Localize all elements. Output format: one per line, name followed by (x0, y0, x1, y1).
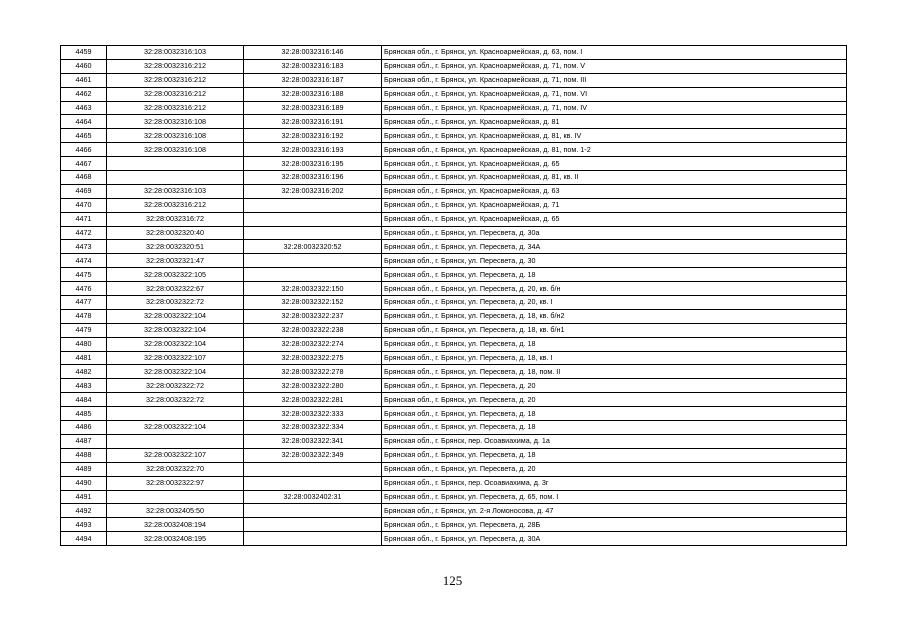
row-number-cell: 4462 (61, 87, 107, 101)
object-cadastral-number-cell: 32:28:0032316:183 (244, 59, 382, 73)
table-row (61, 129, 847, 143)
address-cell: Брянская обл., г. Брянск, ул. Красноармейская, д. 81, кв. IV (382, 129, 847, 143)
address-cell: Брянская обл., г. Брянск, ул. Пересвета, д. 18, кв. б/н2 (382, 309, 847, 323)
row-number-cell: 4464 (61, 115, 107, 129)
object-cadastral-number-cell: 32:28:0032316:188 (244, 87, 382, 101)
object-cadastral-number-cell: 32:28:0032402:31 (244, 490, 382, 504)
cadastral-number-cell (107, 434, 244, 448)
address-cell: Брянская обл., г. Брянск, ул. Пересвета, д. 20 (382, 379, 847, 393)
address-cell: Брянская обл., г. Брянск, ул. Пересвета, д. 20, кв. I (382, 296, 847, 310)
cadastral-number-cell: 32:28:0032316:108 (107, 143, 244, 157)
row-number-cell: 4485 (61, 407, 107, 421)
cadastral-number-cell: 32:28:0032316:103 (107, 184, 244, 198)
cadastral-number-cell: 32:28:0032316:72 (107, 212, 244, 226)
table-row (61, 462, 847, 476)
object-cadastral-number-cell: 32:28:0032322:150 (244, 282, 382, 296)
cadastral-number-cell (107, 490, 244, 504)
cadastral-number-cell: 32:28:0032405:50 (107, 504, 244, 518)
object-cadastral-number-cell: 32:28:0032316:187 (244, 73, 382, 87)
address-cell: Брянская обл., г. Брянск, ул. Пересвета, д. 20 (382, 393, 847, 407)
row-number-cell: 4469 (61, 184, 107, 198)
object-cadastral-number-cell: 32:28:0032322:333 (244, 407, 382, 421)
address-cell: Брянская обл., г. Брянск, ул. Красноармейская, д. 71, пом. IV (382, 101, 847, 115)
row-number-cell: 4471 (61, 212, 107, 226)
cadastral-number-cell: 32:28:0032321:47 (107, 254, 244, 268)
row-number-cell: 4476 (61, 282, 107, 296)
cadastral-number-cell: 32:28:0032322:107 (107, 351, 244, 365)
table-row (61, 87, 847, 101)
table-body (61, 46, 847, 546)
table-row (61, 448, 847, 462)
address-cell: Брянская обл., г. Брянск, ул. Красноармейская, д. 81, кв. II (382, 171, 847, 185)
object-cadastral-number-cell: 32:28:0032322:280 (244, 379, 382, 393)
object-cadastral-number-cell (244, 226, 382, 240)
row-number-cell: 4494 (61, 532, 107, 546)
table-row (61, 337, 847, 351)
page-number: 125 (442, 573, 463, 588)
address-cell: Брянская обл., г. Брянск, ул. Пересвета, д. 18 (382, 268, 847, 282)
row-number-cell: 4488 (61, 448, 107, 462)
object-cadastral-number-cell: 32:28:0032316:192 (244, 129, 382, 143)
address-cell: Брянская обл., г. Брянск, ул. Красноармейская, д. 81, пом. 1-2 (382, 143, 847, 157)
row-number-cell: 4493 (61, 518, 107, 532)
object-cadastral-number-cell: 32:28:0032316:196 (244, 171, 382, 185)
address-cell: Брянская обл., г. Брянск, ул. Пересвета, д. 65, пом. I (382, 490, 847, 504)
object-cadastral-number-cell: 32:28:0032316:146 (244, 46, 382, 60)
table-row (61, 254, 847, 268)
object-cadastral-number-cell: 32:28:0032322:274 (244, 337, 382, 351)
table-row (61, 226, 847, 240)
object-cadastral-number-cell: 32:28:0032322:349 (244, 448, 382, 462)
object-cadastral-number-cell: 32:28:0032322:341 (244, 434, 382, 448)
object-cadastral-number-cell (244, 212, 382, 226)
address-cell: Брянская обл., г. Брянск, пер. Осоавиахима, д. 1а (382, 434, 847, 448)
cadastral-number-cell: 32:28:0032322:72 (107, 379, 244, 393)
address-cell: Брянская обл., г. Брянск, ул. Красноармейская, д. 71, пом. VI (382, 87, 847, 101)
object-cadastral-number-cell: 32:28:0032322:238 (244, 323, 382, 337)
cadastral-number-cell: 32:28:0032408:194 (107, 518, 244, 532)
cadastral-number-cell: 32:28:0032316:108 (107, 115, 244, 129)
object-cadastral-number-cell (244, 462, 382, 476)
table-row (61, 240, 847, 254)
row-number-cell: 4481 (61, 351, 107, 365)
row-number-cell: 4489 (61, 462, 107, 476)
table-row (61, 46, 847, 60)
row-number-cell: 4472 (61, 226, 107, 240)
cadastral-number-cell: 32:28:0032320:40 (107, 226, 244, 240)
address-cell: Брянская обл., г. Брянск, ул. Красноармейская, д. 71 (382, 198, 847, 212)
object-cadastral-number-cell: 32:28:0032316:202 (244, 184, 382, 198)
row-number-cell: 4487 (61, 434, 107, 448)
table-row (61, 518, 847, 532)
address-cell: Брянская обл., г. Брянск, ул. Пересвета, д. 30А (382, 532, 847, 546)
cadastral-number-cell: 32:28:0032322:104 (107, 337, 244, 351)
object-cadastral-number-cell: 32:28:0032322:278 (244, 365, 382, 379)
table-row (61, 434, 847, 448)
table-row (61, 393, 847, 407)
address-cell: Брянская обл., г. Брянск, ул. Пересвета, д. 34А (382, 240, 847, 254)
object-cadastral-number-cell: 32:28:0032322:281 (244, 393, 382, 407)
cadastral-number-cell: 32:28:0032322:105 (107, 268, 244, 282)
cadastral-number-cell: 32:28:0032316:103 (107, 46, 244, 60)
address-cell: Брянская обл., г. Брянск, ул. Пересвета, д. 18, кв. I (382, 351, 847, 365)
object-cadastral-number-cell (244, 254, 382, 268)
address-cell: Брянская обл., г. Брянск, ул. Красноармейская, д. 65 (382, 212, 847, 226)
cadastral-number-cell (107, 407, 244, 421)
cadastral-number-cell: 32:28:0032322:70 (107, 462, 244, 476)
table-row (61, 532, 847, 546)
table-row (61, 490, 847, 504)
table-row (61, 157, 847, 171)
cadastral-number-cell: 32:28:0032322:104 (107, 323, 244, 337)
address-cell: Брянская обл., г. Брянск, ул. Пересвета, д. 18, кв. б/н1 (382, 323, 847, 337)
row-number-cell: 4466 (61, 143, 107, 157)
address-cell: Брянская обл., г. Брянск, ул. Пересвета, д. 18, пом. II (382, 365, 847, 379)
address-cell: Брянская обл., г. Брянск, ул. 2-я Ломоносова, д. 47 (382, 504, 847, 518)
row-number-cell: 4460 (61, 59, 107, 73)
address-cell: Брянская обл., г. Брянск, ул. Пересвета, д. 18 (382, 421, 847, 435)
table-row (61, 143, 847, 157)
row-number-cell: 4491 (61, 490, 107, 504)
table-row (61, 73, 847, 87)
row-number-cell: 4470 (61, 198, 107, 212)
cadastral-table (60, 45, 847, 546)
table-row (61, 476, 847, 490)
row-number-cell: 4482 (61, 365, 107, 379)
cadastral-number-cell: 32:28:0032316:212 (107, 101, 244, 115)
row-number-cell: 4467 (61, 157, 107, 171)
cadastral-number-cell: 32:28:0032322:104 (107, 365, 244, 379)
address-cell: Брянская обл., г. Брянск, ул. Пересвета, д. 30 (382, 254, 847, 268)
table-row (61, 407, 847, 421)
table-row (61, 59, 847, 73)
table-row (61, 296, 847, 310)
object-cadastral-number-cell (244, 198, 382, 212)
address-cell: Брянская обл., г. Брянск, ул. Пересвета, д. 18 (382, 407, 847, 421)
cadastral-number-cell: 32:28:0032316:212 (107, 198, 244, 212)
table-row (61, 379, 847, 393)
row-number-cell: 4479 (61, 323, 107, 337)
object-cadastral-number-cell: 32:28:0032316:195 (244, 157, 382, 171)
address-cell: Брянская обл., г. Брянск, ул. Пересвета, д. 18 (382, 448, 847, 462)
row-number-cell: 4478 (61, 309, 107, 323)
row-number-cell: 4492 (61, 504, 107, 518)
cadastral-number-cell: 32:28:0032316:108 (107, 129, 244, 143)
address-cell: Брянская обл., г. Брянск, ул. Красноармейская, д. 71, пом. V (382, 59, 847, 73)
object-cadastral-number-cell: 32:28:0032316:193 (244, 143, 382, 157)
row-number-cell: 4459 (61, 46, 107, 60)
row-number-cell: 4465 (61, 129, 107, 143)
cadastral-number-cell (107, 171, 244, 185)
address-cell: Брянская обл., г. Брянск, ул. Пересвета, д. 28Б (382, 518, 847, 532)
address-cell: Брянская обл., г. Брянск, ул. Пересвета, д. 18 (382, 337, 847, 351)
address-cell: Брянская обл., г. Брянск, ул. Пересвета, д. 20, кв. б/н (382, 282, 847, 296)
row-number-cell: 4477 (61, 296, 107, 310)
cadastral-number-cell: 32:28:0032322:72 (107, 296, 244, 310)
row-number-cell: 4475 (61, 268, 107, 282)
object-cadastral-number-cell (244, 504, 382, 518)
cadastral-number-cell: 32:28:0032408:195 (107, 532, 244, 546)
address-cell: Брянская обл., г. Брянск, пер. Осоавиахима, д. 3г (382, 476, 847, 490)
address-cell: Брянская обл., г. Брянск, ул. Пересвета, д. 30а (382, 226, 847, 240)
row-number-cell: 4474 (61, 254, 107, 268)
table-row (61, 115, 847, 129)
row-number-cell: 4484 (61, 393, 107, 407)
table-row (61, 101, 847, 115)
cadastral-number-cell: 32:28:0032322:104 (107, 421, 244, 435)
row-number-cell: 4480 (61, 337, 107, 351)
table-row (61, 351, 847, 365)
object-cadastral-number-cell: 32:28:0032322:152 (244, 296, 382, 310)
table-row (61, 323, 847, 337)
address-cell: Брянская обл., г. Брянск, ул. Пересвета, д. 20 (382, 462, 847, 476)
row-number-cell: 4473 (61, 240, 107, 254)
cadastral-number-cell: 32:28:0032322:67 (107, 282, 244, 296)
table-row (61, 184, 847, 198)
object-cadastral-number-cell (244, 532, 382, 546)
cadastral-number-cell: 32:28:0032322:104 (107, 309, 244, 323)
object-cadastral-number-cell: 32:28:0032316:191 (244, 115, 382, 129)
table-row (61, 504, 847, 518)
table-row (61, 365, 847, 379)
object-cadastral-number-cell: 32:28:0032322:275 (244, 351, 382, 365)
table-row (61, 212, 847, 226)
cadastral-number-cell: 32:28:0032316:212 (107, 59, 244, 73)
address-cell: Брянская обл., г. Брянск, ул. Красноармейская, д. 65 (382, 157, 847, 171)
row-number-cell: 4486 (61, 421, 107, 435)
table-row (61, 282, 847, 296)
row-number-cell: 4461 (61, 73, 107, 87)
cadastral-number-cell: 32:28:0032322:72 (107, 393, 244, 407)
table-row (61, 421, 847, 435)
address-cell: Брянская обл., г. Брянск, ул. Красноармейская, д. 81 (382, 115, 847, 129)
address-cell: Брянская обл., г. Брянск, ул. Красноармейская, д. 71, пом. III (382, 73, 847, 87)
address-cell: Брянская обл., г. Брянск, ул. Красноармейская, д. 63 (382, 184, 847, 198)
cadastral-number-cell: 32:28:0032322:107 (107, 448, 244, 462)
row-number-cell: 4490 (61, 476, 107, 490)
cadastral-number-cell: 32:28:0032322:97 (107, 476, 244, 490)
cadastral-number-cell (107, 157, 244, 171)
cadastral-number-cell: 32:28:0032316:212 (107, 87, 244, 101)
object-cadastral-number-cell (244, 268, 382, 282)
cadastral-number-cell: 32:28:0032320:51 (107, 240, 244, 254)
table-row (61, 171, 847, 185)
object-cadastral-number-cell: 32:28:0032316:189 (244, 101, 382, 115)
table-row (61, 198, 847, 212)
row-number-cell: 4463 (61, 101, 107, 115)
object-cadastral-number-cell (244, 476, 382, 490)
table-row (61, 309, 847, 323)
table-row (61, 268, 847, 282)
object-cadastral-number-cell (244, 518, 382, 532)
row-number-cell: 4483 (61, 379, 107, 393)
address-cell: Брянская обл., г. Брянск, ул. Красноармейская, д. 63, пом. I (382, 46, 847, 60)
row-number-cell: 4468 (61, 171, 107, 185)
object-cadastral-number-cell: 32:28:0032322:334 (244, 421, 382, 435)
object-cadastral-number-cell: 32:28:0032322:237 (244, 309, 382, 323)
cadastral-number-cell: 32:28:0032316:212 (107, 73, 244, 87)
object-cadastral-number-cell: 32:28:0032320:52 (244, 240, 382, 254)
